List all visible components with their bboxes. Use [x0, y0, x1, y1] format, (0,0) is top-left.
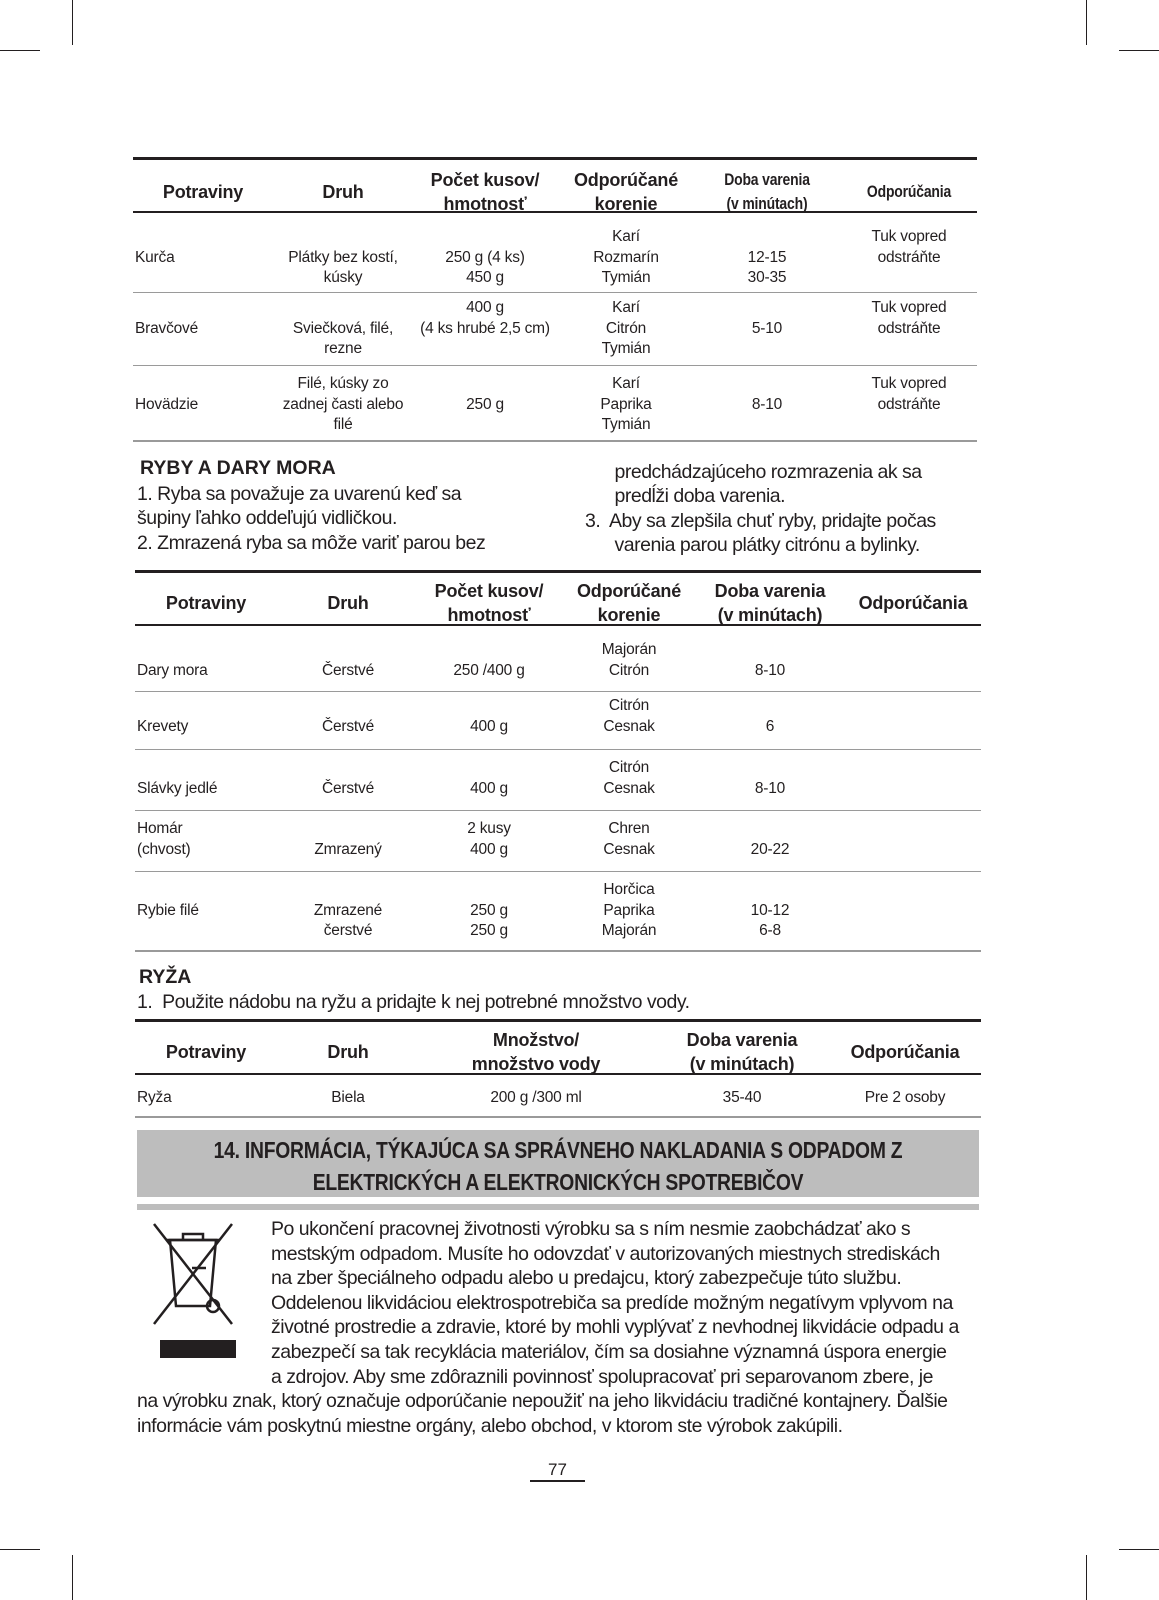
page-number: 77 [530, 1460, 585, 1482]
column-header: Odporúčania [850, 1042, 960, 1062]
table-top-rule [133, 157, 977, 160]
table-cell: 400 g [470, 717, 508, 735]
crop-mark [72, 1555, 73, 1600]
rice-line: 1. Použite nádobu na ryžu a pridajte k nej potrebné množstvo vody. [137, 991, 690, 1013]
rice-heading: RYŽA [139, 966, 192, 988]
crossed-bin-icon [148, 1218, 240, 1360]
fish-left-line: šupiny ľahko oddeľujú vidličkou. [137, 507, 397, 529]
disposal-paragraph-line: na výrobku znak, ktorý označuje odporúčanie nepoužiť na jeho likvidáciu tradičné kontajnery. Ďalšie [137, 1390, 948, 1412]
fish-right-line: predĺži doba varenia. [585, 485, 786, 507]
crop-mark [72, 0, 73, 45]
table-header-rule [133, 211, 977, 213]
column-header: Druh [327, 593, 369, 613]
disposal-paragraph-line: Oddelenou likvidáciou elektrospotrebiča sa predíde možným negatívym vplyvom na [271, 1291, 953, 1314]
table-cell: 250 g [466, 395, 504, 413]
row-separator [133, 292, 977, 293]
divider [137, 1204, 979, 1210]
table-cell: Tuk vopred odstráňte [871, 299, 947, 337]
table-cell: Tuk vopred odstráňte [871, 228, 947, 266]
disposal-paragraph-line: informácie vám poskytnú miestne orgány, alebo obchod, v ktorom ste výrobok zakúpili. [137, 1414, 843, 1437]
table-cell: Bravčové [135, 319, 199, 337]
fish-left-line: 2. Zmrazená ryba sa môže variť parou bez [137, 532, 486, 554]
table-cell: 200 g /300 ml [490, 1089, 582, 1106]
table-cell: Pre 2 osoby [864, 1089, 946, 1106]
column-header: Odporúčané korenie [573, 170, 679, 214]
table-cell: Horčica Paprika Majorán [601, 881, 657, 940]
column-header: Potraviny [165, 1042, 247, 1062]
table-cell: 2 kusy 400 g [467, 820, 511, 858]
table-top-rule [135, 570, 981, 573]
table-cell: Chren Cesnak [603, 820, 655, 858]
fish-right-line: 3. Aby sa zlepšila chuť ryby, pridajte počas [585, 510, 936, 532]
table-cell: Biela [331, 1089, 365, 1106]
table-cell: Kurča [135, 248, 175, 266]
table-cell: 6 [765, 717, 775, 735]
table-cell: Ryža [137, 1089, 172, 1106]
section-title-line: ELEKTRICKÝCH A ELEKTRONICKÝCH SPOTREBIČOV [312, 1169, 804, 1195]
table-cell: Dary mora [137, 661, 208, 679]
crop-mark [0, 50, 40, 51]
table-cell: 12-15 30-35 [747, 248, 787, 287]
table-cell: 5-10 [751, 319, 783, 337]
table-cell: Tuk vopred odstráňte [871, 375, 947, 413]
fish-heading: RYBY A DARY MORA [140, 457, 336, 479]
table-cell: Zmrazený [314, 840, 382, 858]
crop-mark [1086, 1555, 1087, 1600]
table-cell: Rybie filé [137, 901, 199, 919]
row-separator [133, 440, 977, 442]
table-cell: Sviečková, filé, rezne [292, 319, 394, 358]
table-cell: 400 g [470, 779, 508, 797]
table-cell: Citrón Cesnak [603, 759, 655, 797]
table-cell: Karí Rozmarín Tymián [593, 228, 659, 287]
table-cell: 8-10 [754, 779, 786, 797]
column-header: Odporúčania [866, 182, 952, 201]
table-cell: Čerstvé [321, 717, 375, 735]
table-cell: 8-10 [754, 661, 786, 679]
column-header: Potraviny [162, 182, 244, 202]
column-header: Potraviny [165, 593, 247, 613]
column-header: Odporúčané korenie [576, 581, 682, 625]
table-cell: Čerstvé [321, 661, 375, 679]
table-cell: 400 g (4 ks hrubé 2,5 cm) [420, 299, 550, 337]
fish-right-line: predchádzajúceho rozmrazenia ak sa [585, 461, 922, 483]
column-header: Počet kusov/ hmotnosť [430, 170, 540, 214]
row-separator [135, 810, 981, 811]
row-separator [135, 749, 981, 750]
section-title-line: 14. INFORMÁCIA, TÝKAJÚCA SA SPRÁVNEHO NAKLADANIA S ODPADOM Z [213, 1137, 903, 1163]
column-header: Doba varenia (v minútach) [724, 170, 810, 213]
table-cell: Karí Paprika Tymián [600, 375, 652, 434]
row-separator [135, 950, 981, 952]
table-cell: Slávky jedlé [137, 779, 218, 797]
column-header: Doba varenia (v minútach) [686, 1030, 798, 1074]
row-separator [135, 1116, 981, 1118]
disposal-paragraph-line: na zber špeciálneho odpadu alebo u predajcu, ktorý zabezpečuje túto službu. [271, 1267, 902, 1290]
crop-mark [1119, 50, 1159, 51]
fish-right-line: varenia parou plátky citrónu a bylinky. [585, 534, 920, 556]
table-cell: Čerstvé [321, 779, 375, 797]
table-cell: 35-40 [722, 1089, 762, 1106]
table-cell: 250 /400 g [453, 661, 525, 679]
disposal-paragraph-line: zabezpečí sa tak recyklácia materiálov, čím sa dosiahne významná úspora energie [271, 1341, 947, 1363]
disposal-paragraph-line: a zdrojov. Aby sme zdôraznili povinnosť spolupracovať pri separovanom zbere, je [271, 1365, 933, 1388]
table-cell: 250 g (4 ks) 450 g [445, 248, 525, 287]
row-separator [135, 871, 981, 872]
table-cell: Filé, kúsky zo zadnej časti alebo filé [282, 375, 404, 434]
table-header-rule [135, 624, 981, 626]
column-header: Druh [327, 1042, 369, 1062]
disposal-paragraph-line: Po ukončení pracovnej životnosti výrobku sa s ním nesmie zaobchádzať ako s [271, 1218, 911, 1240]
disposal-paragraph-line: mestským odpadom. Musíte ho odovzdať v autorizovaných miestnych strediskách [271, 1242, 940, 1265]
column-header: Množstvo/ množstvo vody [471, 1030, 601, 1074]
table-cell: 8-10 [751, 395, 783, 413]
crop-mark [0, 1549, 40, 1550]
table-cell: 20-22 [750, 840, 790, 858]
row-separator [135, 691, 981, 692]
table-cell: Karí Citrón Tymián [601, 299, 651, 358]
table-cell: Plátky bez kostí, kúsky [288, 248, 398, 287]
table-cell: Citrón Cesnak [603, 697, 655, 735]
crop-mark [1119, 1549, 1159, 1550]
section-title-box [137, 1130, 979, 1197]
table-cell: Zmrazené čerstvé [313, 901, 383, 940]
row-separator [133, 365, 977, 366]
table-cell: Krevety [137, 717, 189, 735]
table-cell: 10-12 6-8 [750, 901, 790, 940]
table-cell: Hovädzie [135, 395, 199, 413]
table-top-rule [135, 1019, 981, 1022]
table-cell: Majorán Citrón [601, 641, 657, 679]
disposal-paragraph-line: životné prostredie a zdravie, ktoré by mohli vyplývať z nevhodnej likvidácie odpadu a [271, 1316, 959, 1339]
column-header: Doba varenia (v minútach) [714, 581, 826, 625]
column-header: Odporúčania [858, 593, 968, 613]
column-header: Počet kusov/ hmotnosť [434, 581, 544, 625]
column-header: Druh [322, 182, 364, 202]
fish-left-line: 1. Ryba sa považuje za uvarenú keď sa [137, 483, 462, 505]
crop-mark [1086, 0, 1087, 45]
table-cell: Homár (chvost) [137, 820, 191, 858]
table-cell: 250 g 250 g [470, 901, 508, 940]
